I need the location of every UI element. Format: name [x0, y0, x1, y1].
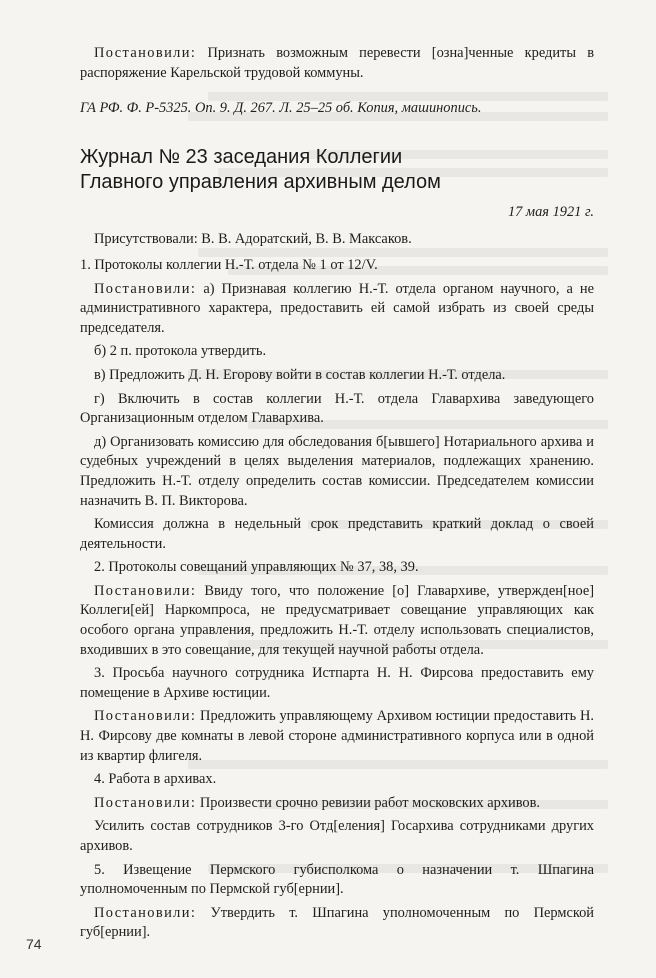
agenda-item-3: 3. Просьба научного сотрудника Истпарта Н. Н. Фирсова предоставить ему помещение в Архиве юстиции.: [80, 665, 594, 701]
resolution-1-b: б) 2 п. протокола утвердить.: [94, 343, 267, 360]
resolution-1-f: Комиссия должна в недельный срок представить краткий доклад о своей деятельности.: [80, 516, 594, 552]
agenda-item-2: 2. Протоколы совещаний управляющих № 37, 38, 39.: [94, 559, 419, 576]
resolution-text: Признать возможным перевести [озна]ченные кредиты в распоряжение Карельской трудовой коммуны.: [80, 45, 594, 81]
resolution-label: Постановили:: [94, 45, 197, 61]
heading-line-2: Главного управления архивным делом: [80, 170, 441, 193]
resolution-1-d: г) Включить в состав коллегии Н.-Т. отдела Главархива заведующего Организационным отделом Главархива.: [80, 390, 594, 427]
archive-source-note: ГА РФ. Ф. Р-5325. Оп. 9. Д. 267. Л. 25–25 об. Копия, машинопись.: [80, 100, 482, 117]
resolution-text: Ввиду того, что положение [о] Главархиве, утвержден[ное] Коллеги[ей] Наркомпроса, не предусматривает совещание управляющих как особого органа управления, предложить Н.-Т. отделу использовать специалистов, входивших в это совещание, для текущей научной работы отдела.: [80, 582, 594, 658]
resolution-karelia: [80, 44, 594, 83]
resolution-text: а) Признавая коллегию Н.-Т. отдела органом научного, а не административного характера, предоставить ей самой избрать из своей среды председателя.: [80, 280, 594, 336]
resolution-text: Утвердить т. Шпагина уполномоченным по Пермской губ[ернии].: [80, 904, 594, 941]
resolution-label: Постановили:: [94, 708, 197, 725]
resolution-1: [80, 280, 594, 339]
resolution-5: [80, 904, 594, 943]
journal-heading: [80, 145, 594, 195]
resolution-text: Произвести срочно ревизии работ московских архивов.: [196, 794, 541, 811]
resolution-1-c: в) Предложить Д. Н. Егорову войти в состав коллегии Н.-Т. отдела.: [94, 366, 506, 383]
agenda-item-4: 4. Работа в архивах.: [94, 771, 217, 788]
attendees: Присутствовали: В. В. Адоратский, В. В. Максаков.: [94, 231, 412, 248]
agenda-item-5: 5. Извещение Пермского губисполкома о назначении т. Шпагина уполномоченным по Пермской губ[ернии].: [80, 861, 594, 898]
heading-line-1: Журнал № 23 заседания Коллегии: [80, 145, 403, 168]
resolution-label: Постановили:: [94, 280, 197, 297]
document-page: [80, 44, 594, 943]
resolution-label: Постановили:: [94, 794, 197, 811]
resolution-4-b: Усилить состав сотрудников 3-го Отд[еления] Госархива сотрудниками других архивов.: [80, 818, 594, 854]
resolution-label: Постановили:: [94, 582, 197, 599]
agenda-item-1: 1. Протоколы коллегии Н.-Т. отдела № 1 от 12/V.: [80, 256, 378, 273]
resolution-4: [80, 794, 594, 814]
meeting-date: 17 мая 1921 г.: [507, 203, 594, 220]
resolution-3: [80, 707, 594, 766]
resolution-label: Постановили:: [94, 904, 197, 921]
page-number: 74: [26, 936, 42, 952]
resolution-text: Предложить управляющему Архивом юстиции предоставить Н. Н. Фирсову две комнаты в левой стороне административного корпуса или в одной из квартир флигеля.: [80, 708, 594, 764]
resolution-1-e: д) Организовать комиссию для обследования б[ывшего] Нотариального архива и судебных учреждений в целях выделения материалов, подлежащих хранению. Предложить Н.-Т. отделу определить состав комиссии. Председателем комиссии назначить В. П. Викторова.: [80, 433, 594, 509]
resolution-2: [80, 582, 594, 660]
